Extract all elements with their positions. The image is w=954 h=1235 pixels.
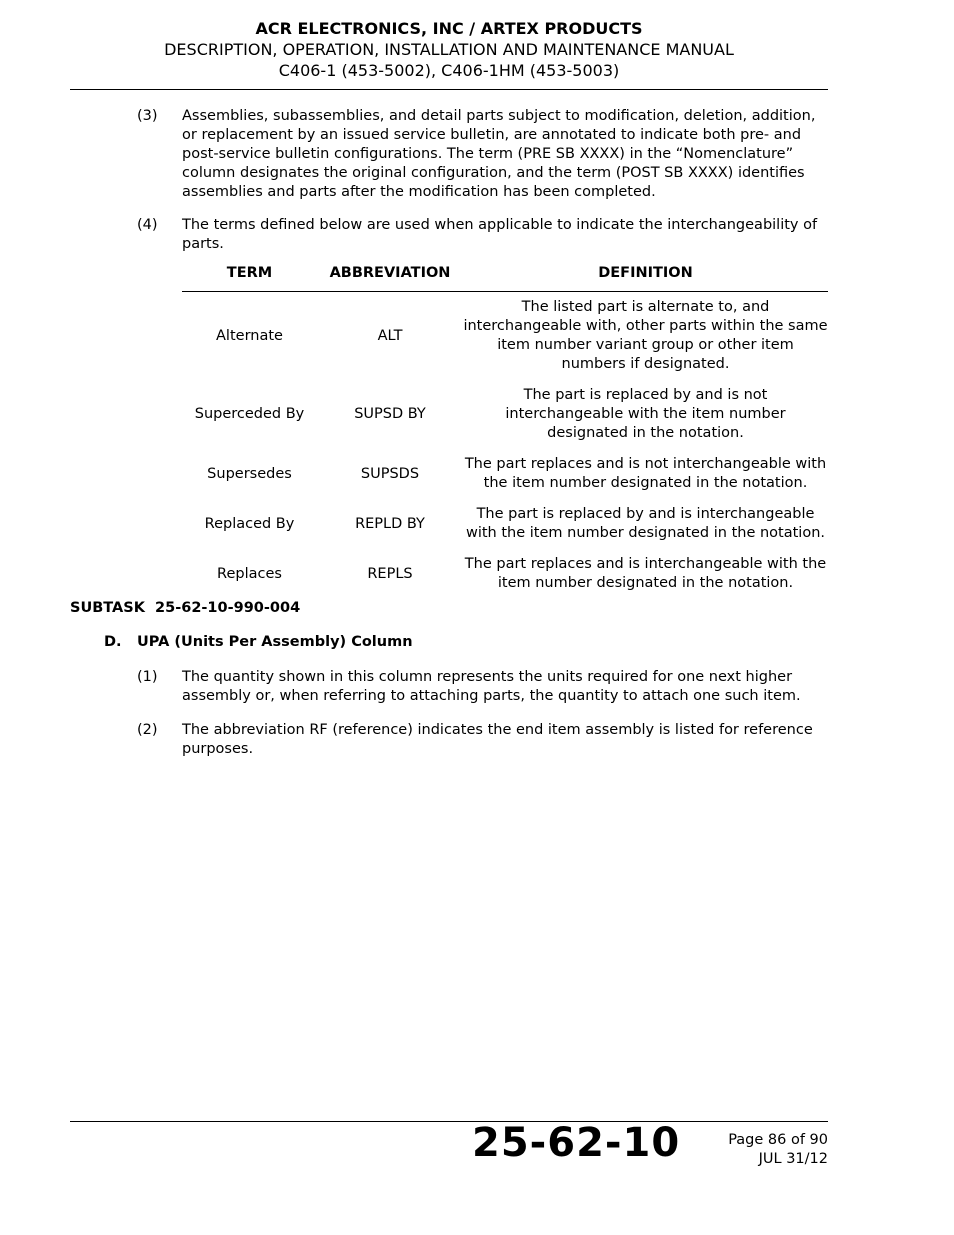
page-info [728, 1131, 828, 1169]
table-row [182, 292, 828, 381]
definition-cell: The part replaces and is not interchangeable with the item number designated in the notation. [464, 456, 827, 491]
item-text: The quantity shown in this column represents the units required for one next higher assembly or, when referring to attaching parts, the quantity to attach one such item. [182, 669, 801, 704]
definition-cell: The part replaces and is interchangeable with the item number designated in the notation. [464, 556, 827, 591]
chapter-code: 25-62-10 [472, 1120, 681, 1166]
column-header-abbreviation: ABBREVIATION [317, 255, 463, 292]
subtask-id: SUBTASK 25-62-10-990-004 [70, 600, 301, 616]
table-row [182, 449, 828, 499]
table-row [182, 380, 828, 449]
page-number: Page 86 of 90 [728, 1132, 828, 1148]
term-cell: Superceded By [194, 406, 305, 422]
item-number: (1) [137, 669, 158, 685]
abbreviation-cell: SUPSDS [360, 465, 420, 482]
page-header [70, 18, 828, 81]
term-cell: Replaced By [204, 515, 295, 532]
section-letter: D. [104, 634, 122, 650]
revision-date: JUL 31/12 [758, 1151, 828, 1167]
manual-title: DESCRIPTION, OPERATION, INSTALLATION AND MAINTENANCE MANUAL [164, 40, 734, 59]
section-title: UPA (Units Per Assembly) Column [137, 634, 413, 650]
table-row [182, 549, 828, 599]
abbreviation-cell: REPLD BY [355, 515, 425, 532]
interchangeability-table [182, 255, 828, 599]
item-number: (3) [137, 108, 158, 124]
definition-cell: The listed part is alternate to, and interchangeable with, other parts within the same item number variant group or other item numbers if designated. [463, 299, 828, 372]
term-cell: Replaces [217, 565, 282, 582]
model-numbers: C406-1 (453-5002), C406-1HM (453-5003) [278, 61, 620, 80]
item-text: The terms defined below are used when applicable to indicate the interchangeability of parts. [182, 217, 818, 252]
item-text: The abbreviation RF (reference) indicates the end item assembly is listed for reference purposes. [182, 722, 813, 757]
abbreviation-cell: ALT [377, 327, 403, 344]
item-number: (2) [137, 722, 158, 738]
definition-cell: The part is replaced by and is interchangeable with the item number designated in the notation. [465, 506, 825, 541]
term-cell: Alternate [216, 327, 283, 344]
term-cell: Supersedes [207, 465, 292, 482]
table-row [182, 499, 828, 549]
header-divider [70, 89, 828, 90]
company-name: ACR ELECTRONICS, INC / ARTEX PRODUCTS [255, 19, 643, 38]
definition-cell: The part is replaced by and is not interchangeable with the item number designated in the notation. [505, 387, 786, 441]
column-header-term: TERM [182, 255, 317, 292]
abbreviation-cell: SUPSD BY [354, 406, 426, 422]
footer-divider [70, 1121, 828, 1122]
abbreviation-cell: REPLS [367, 565, 413, 582]
column-header-definition: DEFINITION [463, 255, 828, 292]
table-header-row [182, 255, 828, 292]
item-text: Assemblies, subassemblies, and detail parts subject to modification, deletion, addition, or replacement by an issued service bulletin, are annotated to indicate both pre- and post-service bulletin configurations. The term (PRE SB XXXX) in the “Nomenclature” column designates the original configuration, and the term (POST SB XXXX) identifies assemblies and parts after the modification has been completed. [182, 108, 816, 200]
item-number: (4) [137, 217, 158, 233]
